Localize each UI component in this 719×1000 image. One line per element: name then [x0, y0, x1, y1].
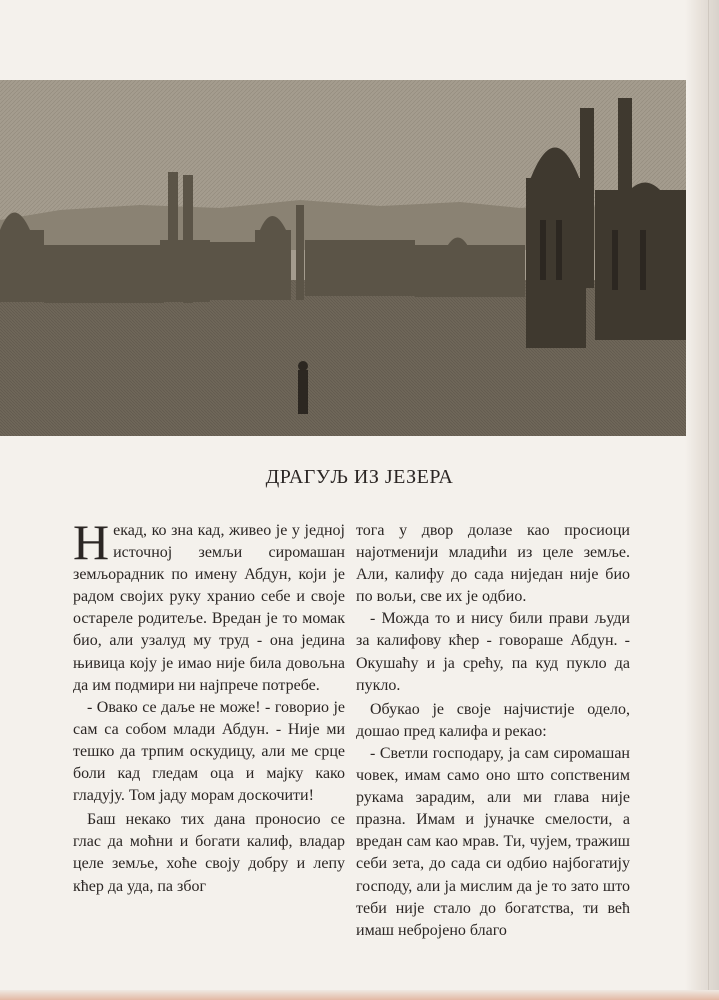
bottom-edge — [0, 990, 719, 1000]
right-paragraph-4: - Светли господару, ја сам сиромашан човек, имам само оно што сопственим рукама зарадим, али ми глава није празна. Имам и јуначке смелости, а вредан сам као мрав. Ти, чујем, тражиш себи зета, до сада си одбио најбогатију господу, али ја мислим да је то зато што теби није стало до богатства, ти већ имаш небројено благо — [356, 744, 630, 939]
right-column — [356, 520, 630, 942]
right-paragraph-3: Обукао је своје најчистије одело, дошао пред калифа и рекао: — [356, 700, 630, 740]
right-paragraph-1: тога у двор долазе као просиоци најотменији младићи из целе земље. Али, калифу до сада ниједан није био по вољи, све их је одбио. — [356, 522, 630, 606]
left-paragraph-1: Некад, ко зна кад, живео је у једној источној земљи сиромашан земљорадник по имену Абдун, који је радом својих руку хранио себе и своје остареле родитеље. Вредан је то момак био, али узалуд му труд - она једина њивица коју је имао није била довољна да им подмири ни најпрече потребе. — [73, 514, 345, 694]
engraving-cityscape-illustration — [0, 80, 686, 436]
page-shadow — [685, 0, 719, 1000]
page-edge — [708, 0, 709, 1000]
left-paragraph-3: Баш некако тих дана проносио се глас да моћни и богати калиф, владар целе земље, хоће своју добру и лепу кћер да уда, па због — [73, 811, 345, 895]
right-paragraph-2: - Можда то и нису били прави људи за калифову кћер - говораше Абдун. - Окушаћу и ја срећу, па куд пукло да пукло. — [356, 610, 630, 694]
drop-cap: Н — [73, 514, 110, 570]
left-paragraph-2: - Овако се даље не може! - говорио је сам са собом млади Абдун. - Није ми тешко да трпим оскудицу, али ме срце боли кад гледам оца и мајку како гладују. Том јаду морам доскочити! — [73, 698, 345, 805]
left-column — [73, 514, 345, 898]
story-title: ДРАГУЉ ИЗ ЈЕЗЕРА — [265, 466, 454, 488]
